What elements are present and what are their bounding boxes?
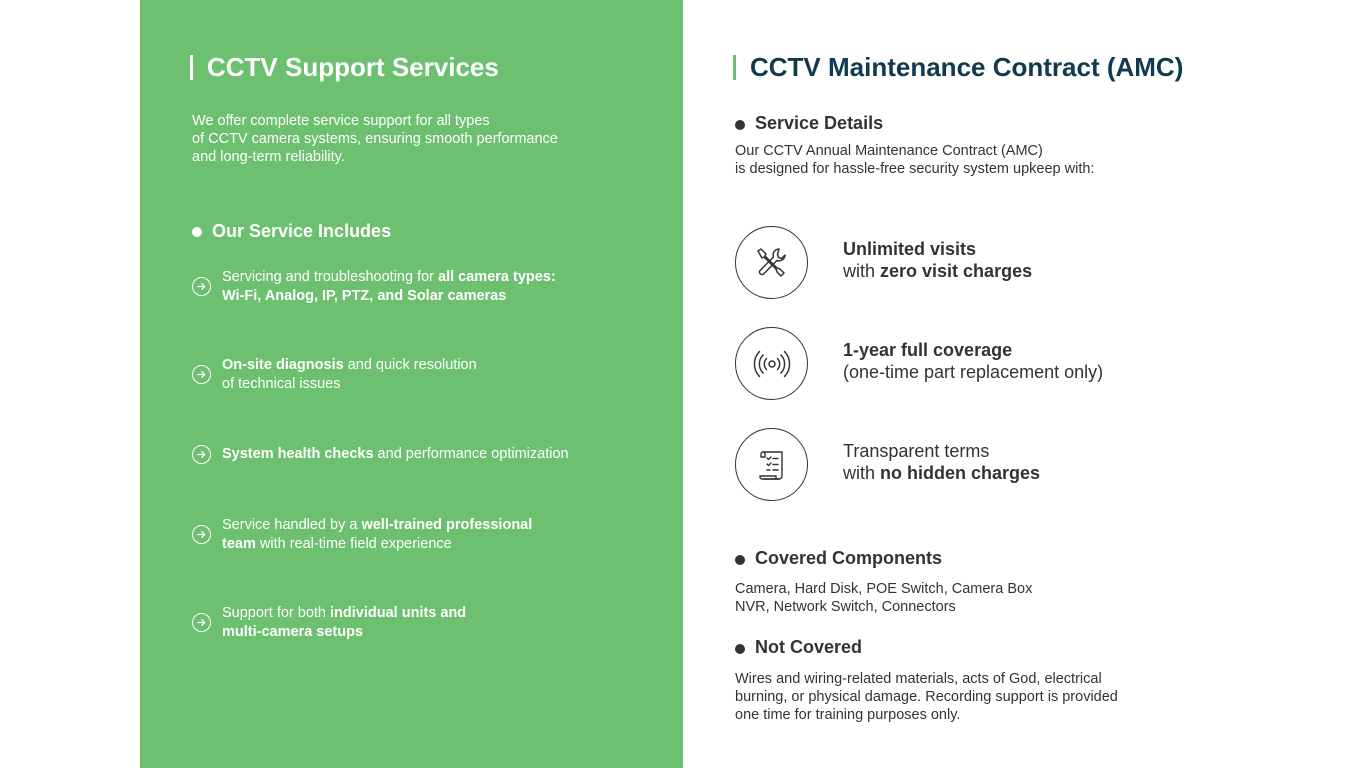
paragraph-line: burning, or physical damage. Recording support is provided: [735, 689, 1118, 705]
service-text: Service handled by a: [222, 517, 362, 533]
feature-text: (one-time part replacement only): [843, 362, 1104, 382]
paragraph-line: one time for training purposes only.: [735, 707, 961, 723]
intro-line: and long-term reliability.: [192, 149, 345, 165]
not-covered-text: [735, 670, 1185, 724]
service-text-bold: individual units and: [330, 605, 467, 621]
service-details-text: [735, 142, 1185, 178]
service-item: [192, 356, 612, 393]
service-item: [192, 604, 612, 641]
service-text: of technical issues: [222, 375, 341, 392]
service-text-bold: Wi-Fi, Analog, IP, PTZ, and Solar cameras: [222, 287, 507, 304]
service-text: Servicing and troubleshooting for: [222, 269, 439, 285]
service-text-bold: On-site diagnosis: [222, 357, 344, 373]
bullet-dot-icon: [192, 227, 202, 237]
not-covered-heading: [735, 636, 862, 658]
paragraph-line: is designed for hassle-free security system upkeep with:: [735, 161, 1095, 177]
feature-transparent-terms: [843, 440, 1173, 484]
support-intro: [192, 112, 612, 166]
paragraph-line: Camera, Hard Disk, POE Switch, Camera Box: [735, 581, 1033, 597]
service-item: [192, 445, 612, 464]
not-covered-label: Not Covered: [755, 636, 863, 657]
service-item-text: [222, 268, 556, 305]
service-text-bold: well-trained professional: [361, 517, 533, 533]
feature-text-bold: no hidden charges: [880, 463, 1041, 483]
bullet-dot-icon: [735, 120, 745, 130]
document-checklist-icon: [735, 428, 808, 501]
service-includes-heading: [192, 219, 391, 243]
feature-text: Transparent terms: [843, 441, 990, 461]
service-text: and performance optimization: [373, 446, 569, 463]
service-text-bold: all camera types:: [438, 269, 556, 285]
service-details-label: Service Details: [755, 112, 884, 133]
paragraph-line: Our CCTV Annual Maintenance Contract (AMC): [735, 143, 1043, 159]
title-accent-bar: [733, 55, 736, 80]
service-item-text: [222, 604, 466, 641]
bullet-dot-icon: [735, 644, 745, 654]
feature-text-bold: Unlimited visits: [843, 239, 977, 259]
intro-line: We offer complete service support for all types: [192, 113, 490, 129]
support-services-panel: [140, 0, 683, 768]
service-item: [192, 268, 612, 305]
arrow-right-circle-icon: [192, 277, 211, 296]
service-text: with real-time field experience: [255, 535, 452, 552]
arrow-right-circle-icon: [192, 365, 211, 384]
arrow-right-circle-icon: [192, 525, 211, 544]
covered-components-label: Covered Components: [755, 547, 943, 568]
paragraph-line: Wires and wiring-related materials, acts of God, electrical: [735, 671, 1102, 687]
paragraph-line: NVR, Network Switch, Connectors: [735, 599, 956, 615]
service-text-bold: multi-camera setups: [222, 623, 364, 640]
support-services-title: CCTV Support Services: [207, 52, 499, 82]
service-text-bold: team: [222, 535, 256, 552]
arrow-right-circle-icon: [192, 613, 211, 632]
service-item-text: [222, 516, 532, 553]
service-item: [192, 516, 612, 553]
feature-unlimited-visits: [843, 238, 1173, 282]
bullet-dot-icon: [735, 555, 745, 565]
amc-title: CCTV Maintenance Contract (AMC): [750, 52, 1184, 82]
feature-text-bold: zero visit charges: [880, 261, 1033, 281]
service-item-text: [222, 445, 569, 464]
service-text-bold: System health checks: [222, 446, 374, 463]
covered-components-heading: [735, 547, 942, 569]
intro-line: of CCTV camera systems, ensuring smooth performance: [192, 131, 558, 147]
service-item-text: [222, 356, 477, 393]
signal-icon: [735, 327, 808, 400]
tools-icon: [735, 226, 808, 299]
service-includes-label: Our Service Includes: [212, 220, 392, 241]
feature-text-bold: 1-year full coverage: [843, 340, 1013, 360]
service-text: and quick resolution: [343, 357, 477, 373]
service-details-heading: [735, 112, 883, 134]
title-accent-bar: [190, 55, 193, 80]
covered-components-text: [735, 580, 1185, 616]
feature-text: with: [843, 463, 881, 483]
service-text: Support for both: [222, 605, 331, 621]
feature-text: with: [843, 261, 881, 281]
arrow-right-circle-icon: [192, 445, 211, 464]
feature-full-coverage: [843, 339, 1173, 383]
